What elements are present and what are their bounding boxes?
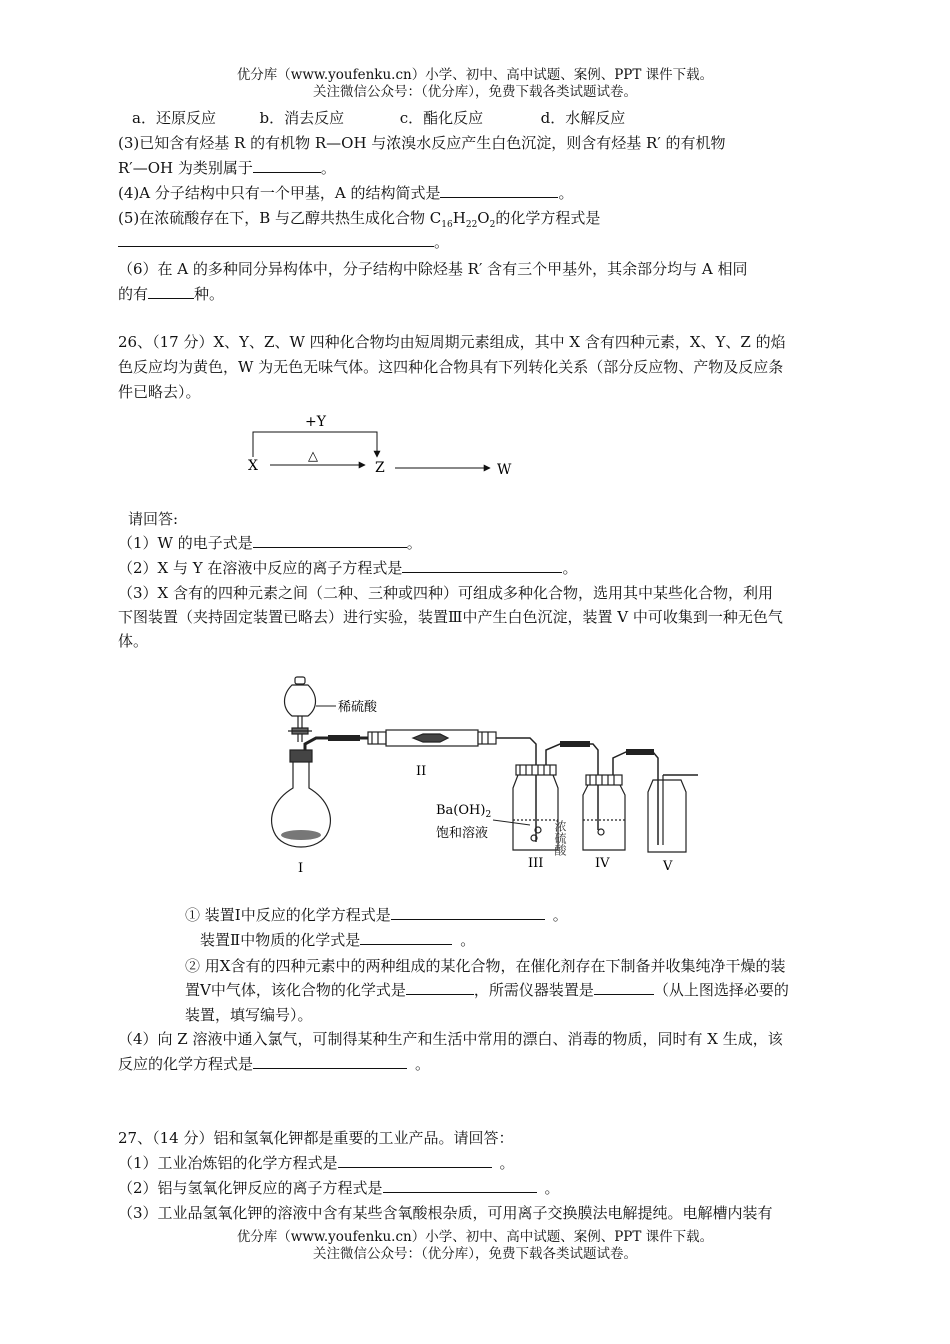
conc-sulfuric-acid-label: 浓硫酸 (553, 820, 567, 856)
q26-ask: 请回答: (128, 510, 179, 528)
answer-blank[interactable] (383, 1178, 537, 1193)
delivery-tube-4 (613, 752, 658, 845)
q25-part3-line2: R′—OH 为类别属于 。 (118, 159, 336, 177)
baoh2-label: $Ba(OH)_2$ (436, 803, 492, 820)
answer-blank[interactable] (594, 980, 654, 995)
label-I: I (298, 861, 304, 876)
answer-blank[interactable] (391, 905, 545, 920)
label-plus-y: +Y (305, 414, 326, 430)
answer-blank[interactable] (253, 533, 407, 548)
round-bottom-flask (272, 750, 331, 847)
q26-c2-line2: 置Ⅴ中气体，该化合物的化学式是 ，所需仪器装置是 （从上图选择必要的 (185, 981, 789, 999)
label-heat: △ (308, 449, 318, 464)
label-w: W (497, 462, 512, 478)
apparatus-diagram (268, 670, 708, 885)
q26-intro-line1: 26、（17 分）X、Y、Z、W 四种化合物均由短周期元素组成，其中 X 含有四种元素，X、Y、Z 的焰 (118, 333, 786, 351)
answer-blank[interactable] (406, 980, 474, 995)
q26-q1: （1）W 的电子式是 。 (118, 534, 422, 552)
q26-q4-line1: （4）向 Z 溶液中通入氯气，可制得某种生产和生活中常用的漂白、消毒的物质，同时有 X 生成，该 (118, 1030, 783, 1048)
q26-intro-line3: 件已略去）。 (118, 383, 201, 401)
q25-part3-line1: (3)已知含有烃基 R 的有机物 R—OH 与浓溴水反应产生白色沉淀，则含有烃基 R′ 的有机物 (118, 134, 726, 152)
drying-tube (368, 730, 496, 746)
q26-c1a: ① 装置Ⅰ中反应的化学方程式是 。 (185, 906, 568, 924)
page-header-line2: 关注微信公众号：（优分库），免费下载各类试题试卷。 (313, 84, 637, 100)
answer-blank[interactable] (440, 183, 558, 198)
answer-blank[interactable] (253, 158, 321, 173)
answer-blank[interactable] (402, 558, 562, 573)
label-IV: IV (595, 856, 610, 871)
answer-blank[interactable] (253, 1054, 407, 1069)
dilute-sulfuric-acid-label: 稀硫酸 (338, 700, 378, 715)
q25-part6-line2: 的有 种。 (118, 285, 225, 303)
label-III: III (528, 856, 544, 871)
q26-q3-line2: 下图装置（夹持固定装置已略去）进行实验，装置Ⅲ中产生白色沉淀，装置 V 中可收集到一种无色气 (118, 608, 783, 626)
gas-bottle-IV (583, 775, 625, 850)
label-II: II (416, 764, 427, 779)
q25-part5-answer: 。 (118, 232, 449, 252)
option-d: d．水解反应 (540, 109, 626, 127)
q25-part4: (4)A 分子结构中只有一个甲基，A 的结构简式是 。 (118, 184, 574, 202)
q27-q2: （2）铝与氢氧化钾反应的离子方程式是 。 (118, 1179, 560, 1197)
q26-c1b: 装置Ⅱ中物质的化学式是 。 (200, 931, 476, 949)
transformation-diagram (240, 412, 530, 482)
separatory-funnel (285, 677, 316, 742)
q27-intro: 27、（14 分）铝和氢氧化钾都是重要的工业产品。请回答： (118, 1129, 514, 1147)
q26-q3-line1: （3）X 含有的四种元素之间（二种、三种或四种）可组成多种化合物，选用其中某些化合物，利用 (118, 584, 773, 602)
page-footer-line1: 优分库（www.youfenku.cn）小学、初中、高中试题、案例、PPT 课件下载。 (236, 1229, 714, 1245)
delivery-tube-3 (546, 744, 598, 830)
q26-c2-line1: ② 用Ⅹ含有的四种元素中的两种组成的某化合物，在催化剂存在下制备并收集纯净干燥的装 (185, 957, 786, 975)
q27-q3-line1: （3）工业品氢氧化钾的溶液中含有某些含氧酸根杂质，可用离子交换膜法电解提纯。电解槽内装有 (118, 1204, 773, 1222)
option-b: b．消去反应 (259, 109, 345, 127)
q26-q3-line3: 体。 (118, 632, 149, 650)
option-a: a．还原反应 (132, 109, 216, 127)
answer-blank[interactable] (360, 930, 452, 945)
page-footer-line2: 关注微信公众号：（优分库），免费下载各类试题试卷。 (313, 1246, 637, 1262)
answer-blank[interactable] (338, 1153, 492, 1168)
page-header-line1: 优分库（www.youfenku.cn）小学、初中、高中试题、案例、PPT 课件下载。 (236, 67, 714, 83)
q25-part6-line1: （6）在 A 的多种同分异构体中，分子结构中除烃基 R′ 含有三个甲基外，其余部分均与 A 相同 (118, 260, 748, 278)
q26-c2-line3: 装置，填写编号）。 (185, 1006, 313, 1024)
option-c: c．酯化反应 (399, 109, 484, 127)
q27-q1: （1）工业冶炼铝的化学方程式是 。 (118, 1154, 515, 1172)
answer-blank[interactable] (148, 284, 194, 299)
delivery-tube-2 (496, 738, 536, 842)
answer-blank[interactable] (118, 232, 434, 247)
saturated-solution-label: 饱和溶液 (436, 826, 489, 841)
q25-part5: (5)在浓硫酸存在下，B 与乙醇共热生成化合物 $C_{16}H_{22}O_2$的化学方程式是 (118, 209, 601, 230)
q26-q2: （2）X 与 Y 在溶液中反应的离子方程式是 。 (118, 559, 578, 577)
q26-q4-line2: 反应的化学方程式是 。 (118, 1055, 431, 1073)
label-V: V (663, 859, 673, 874)
collecting-bottle-V (648, 780, 686, 852)
q25-options (132, 108, 625, 128)
q26-intro-line2: 色反应均为黄色，W 为无色无味气体。这四种化合物具有下列转化关系（部分反应物、产物及反应条 (118, 358, 784, 376)
label-x: X (248, 458, 258, 474)
label-z: Z (375, 460, 385, 476)
